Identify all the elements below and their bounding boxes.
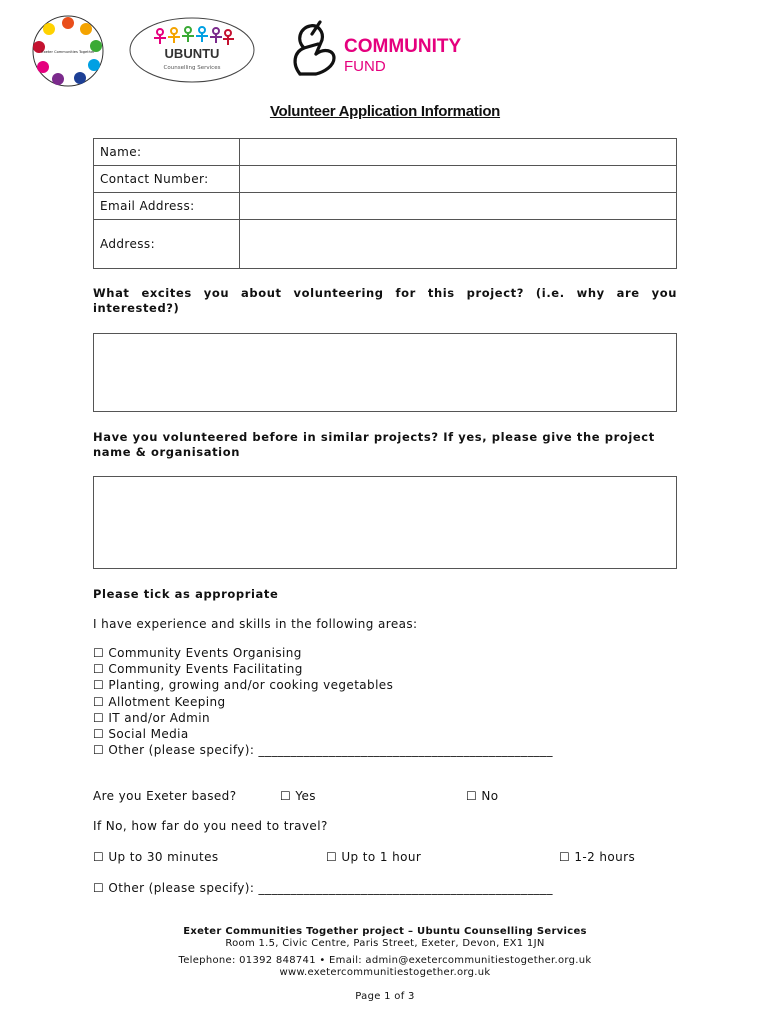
skill-option-planting[interactable]: ☐ Planting, growing and/or cooking vegetables [93,678,394,693]
skill-option-events-facilitating[interactable]: ☐ Community Events Facilitating [93,662,303,677]
page-title: Volunteer Application Information [269,103,501,120]
fund-wordmark: FUND [344,58,386,75]
footer-org: Exeter Communities Together project – Ubuntu Counselling Services [183,926,587,937]
table-row [94,139,677,166]
contact-details-table [93,138,677,269]
contact-number-label: Contact Number: [94,166,240,193]
contact-number-field[interactable] [240,166,677,193]
table-row [94,193,677,220]
exeter-based-yes-checkbox[interactable]: ☐ Yes [280,789,316,803]
table-row [94,220,677,269]
motivation-answer-box[interactable] [93,333,677,412]
tick-heading: Please tick as appropriate [93,587,279,601]
question-previous-volunteering: Have you volunteered before in similar projects? If yes, please give the project name & organisation [93,430,655,459]
skill-option-it-admin[interactable]: ☐ IT and/or Admin [93,710,211,725]
community-wordmark: COMMUNITY [344,36,462,57]
ubuntu-logo-sub: Counselling Services [163,65,221,71]
skill-option-events-organising[interactable]: ☐ Community Events Organising [93,646,302,660]
table-row [94,166,677,193]
travel-question: If No, how far do you need to travel? [93,819,328,833]
travel-other-checkbox[interactable]: ☐ Other (please specify): ______________________________________________ [93,881,553,895]
ubuntu-logo-name: UBUNTU [164,46,220,61]
exeter-based-question: Are you Exeter based? [93,789,237,803]
question-motivation: What excites you about volunteering for this project? (i.e. why are you interested?) [93,286,677,315]
skill-option-social-media[interactable]: ☐ Social Media [93,727,189,742]
exeter-communities-logo [28,14,108,88]
footer-contact: Telephone: 01392 848741 • Email: admin@exetercommunitiestogether.org.uk [178,955,592,966]
skills-checklist [93,645,553,758]
exeter-based-no-checkbox[interactable]: ☐ No [466,789,499,803]
travel-1-2-hours-checkbox[interactable]: ☐ 1-2 hours [559,850,636,864]
previous-volunteering-answer-box[interactable] [93,476,677,569]
address-label: Address: [94,220,240,269]
name-label: Name: [94,139,240,166]
travel-30-min-checkbox[interactable]: ☐ Up to 30 minutes [93,850,219,864]
email-label: Email Address: [94,193,240,220]
page-number: Page 1 of 3 [355,991,415,1002]
footer-address: Room 1.5, Civic Centre, Paris Street, Exeter, Devon, EX1 1JN [225,938,545,949]
ubuntu-logo [128,16,256,84]
skill-option-allotment[interactable]: ☐ Allotment Keeping [93,694,226,709]
footer-website[interactable]: www.exetercommunitiestogether.org.uk [279,967,491,978]
community-fund-logo [286,20,476,82]
email-field[interactable] [240,193,677,220]
travel-1-hour-checkbox[interactable]: ☐ Up to 1 hour [326,850,422,864]
skill-option-other[interactable]: ☐ Other (please specify): ______________________________________________ [93,743,553,758]
address-field[interactable] [240,220,677,269]
name-field[interactable] [240,139,677,166]
crossed-fingers-icon [295,22,334,74]
skills-intro: I have experience and skills in the following areas: [93,617,418,631]
exeter-logo-text: Exeter Communities Together [41,50,95,54]
